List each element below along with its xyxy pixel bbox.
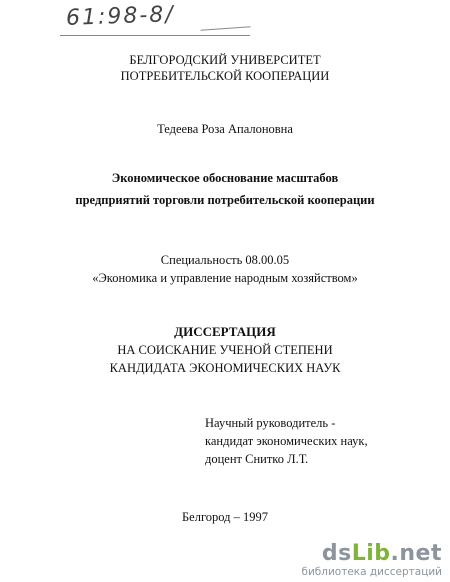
dslib-watermark <box>301 542 442 578</box>
thesis-title-line1: Экономическое обоснование масштабов <box>111 171 339 185</box>
advisor-line2: кандидат экономических наук, <box>205 434 368 448</box>
university-name-line2: ПОТРЕБИТЕЛЬСКОЙ КООПЕРАЦИИ <box>120 69 330 83</box>
university-name-line1: БЕЛГОРОДСКИЙ УНИВЕРСИТЕТ <box>129 53 321 67</box>
advisor-line1: Научный руководитель - <box>205 416 336 430</box>
specialty-code: Специальность 08.00.05 <box>160 253 290 267</box>
thesis-title-line2: предприятий торговли потребительской кооперации <box>75 193 375 207</box>
handwritten-underline <box>60 35 250 36</box>
watermark-subtitle: библиотека диссертаций <box>301 566 442 578</box>
author-name: Тедеева Роза Апалоновна <box>157 122 293 136</box>
advisor-line3: доцент Снитко Л.Т. <box>205 452 309 466</box>
handwritten-scribble <box>199 10 250 30</box>
handwritten-archive-number: 61:98-8/ <box>65 2 176 31</box>
document-type-heading: ДИССЕРТАЦИЯ <box>174 324 276 339</box>
degree-line2: КАНДИДАТА ЭКОНОМИЧЕСКИХ НАУК <box>109 361 341 375</box>
dslib-logo: dsLib.net <box>321 541 442 566</box>
advisor-block <box>205 414 368 468</box>
degree-line1: НА СОИСКАНИЕ УЧЕНОЙ СТЕПЕНИ <box>117 343 333 357</box>
specialty-name: «Экономика и управление народным хозяйством» <box>92 271 358 285</box>
place-and-year: Белгород – 1997 <box>181 510 269 524</box>
